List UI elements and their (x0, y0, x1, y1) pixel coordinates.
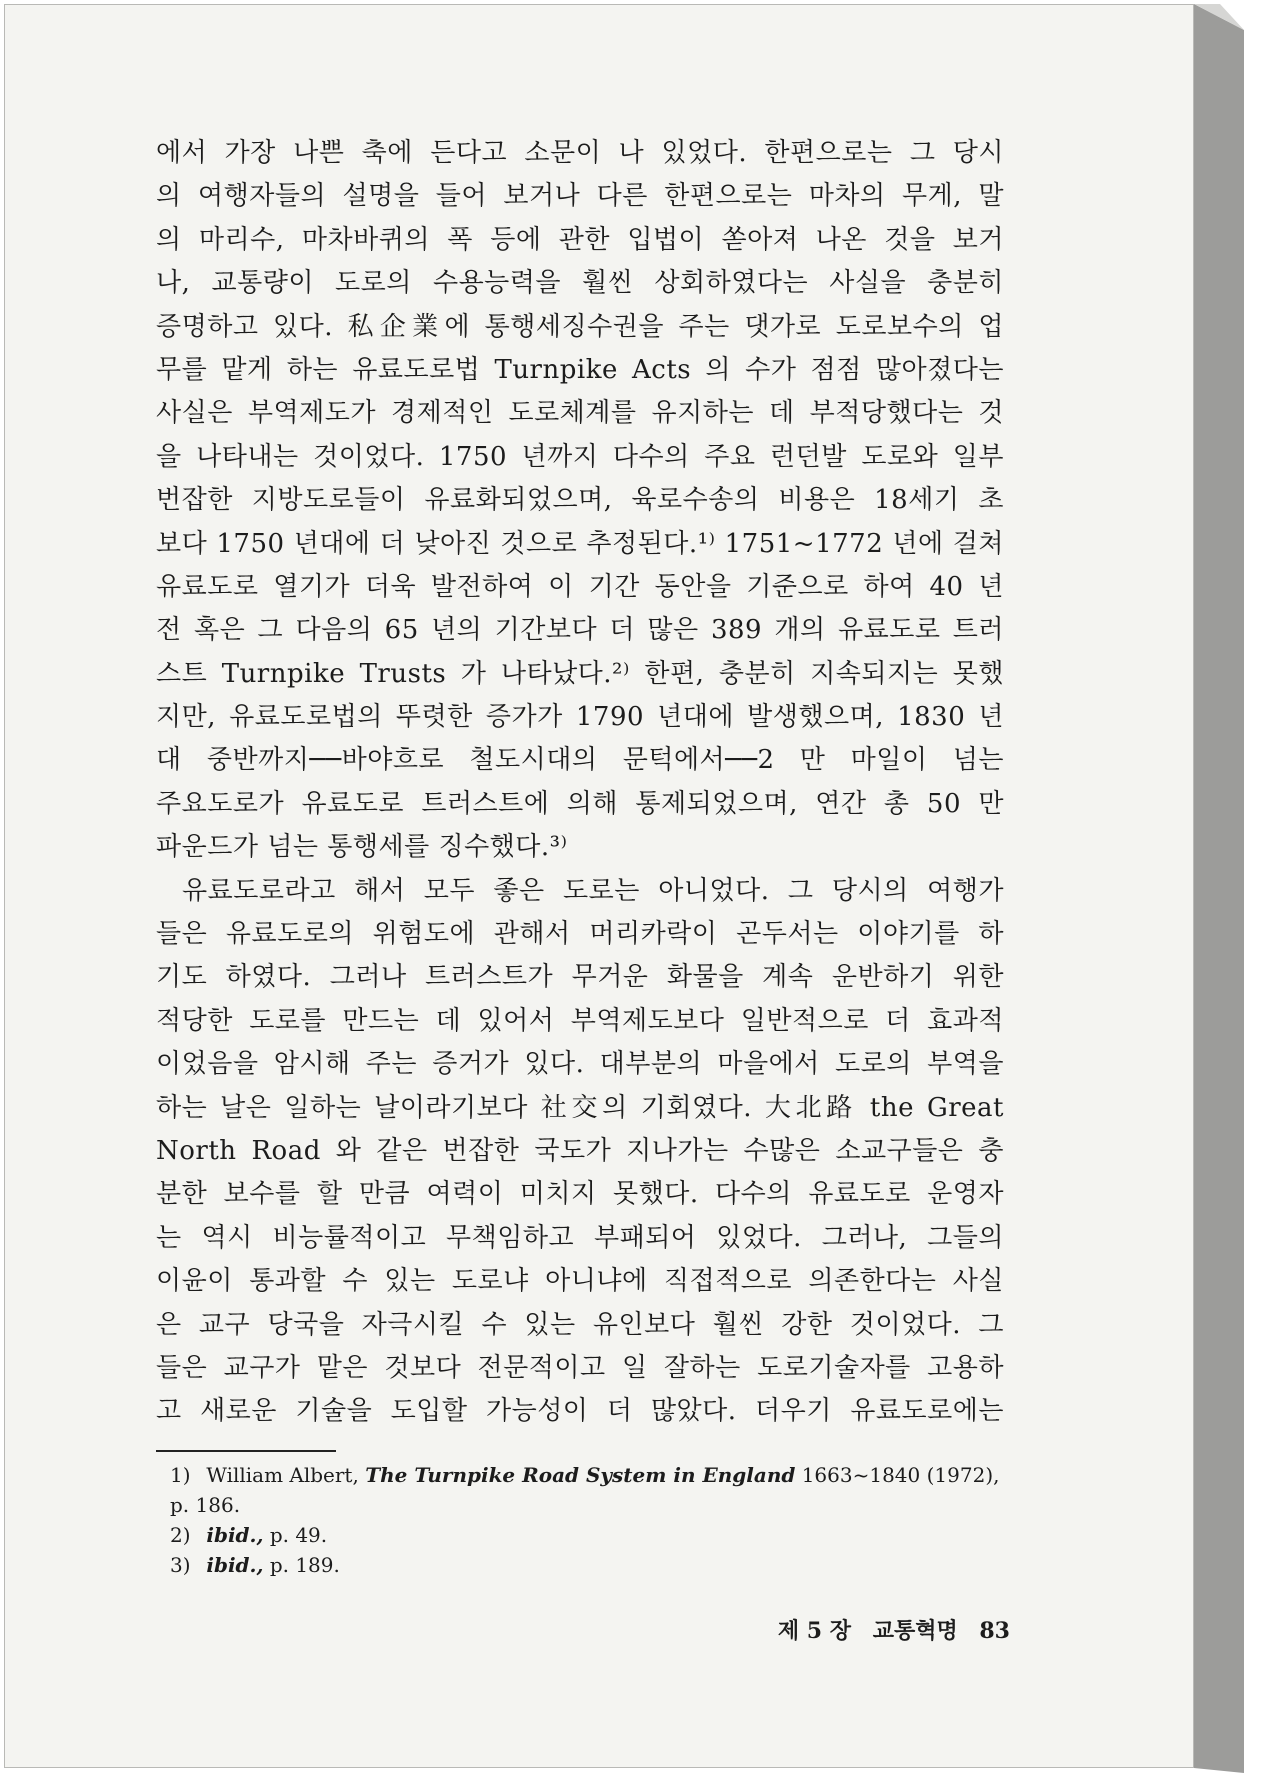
footnote-number: 1) (170, 1463, 191, 1487)
footnote-2 (170, 1520, 1010, 1550)
footnote-author: William Albert, (206, 1463, 359, 1487)
footnote-3 (170, 1550, 1010, 1580)
text-line: 전 혹은 그 다음의 65 년의 기간보다 더 많은 389 개의 유료도로 트러 (156, 615, 1004, 646)
text-line: 의 마리수, 마차바퀴의 폭 등에 관한 입법이 쏟아져 나온 것을 보거 (156, 224, 1004, 255)
text-line: 파운드가 넘는 통행세를 징수했다.³⁾ (156, 832, 568, 863)
paragraph-2 (156, 870, 1004, 1434)
text-line: 하는 날은 일하는 날이라기보다 社交의 기회였다. 大北路 the Great (156, 1092, 1004, 1123)
footnote-title: ibid., (206, 1553, 264, 1577)
running-footer (740, 1614, 1010, 1645)
text-line: 들은 교구가 맡은 것보다 전문적이고 일 잘하는 도로기술자를 고용하 (156, 1352, 1004, 1383)
text-line: 의 여행자들의 설명을 들어 보거나 다른 한편으로는 마차의 무게, 말 (156, 181, 1004, 212)
footnotes (170, 1460, 1010, 1580)
footnote-title: The Turnpike Road System in England (365, 1463, 796, 1487)
text-line: 는 역시 비능률적이고 무책임하고 부패되어 있었다. 그러나, 그들의 (156, 1222, 1004, 1253)
text-line: 기도 하였다. 그러나 트러스트가 무거운 화물을 계속 운반하기 위한 (156, 962, 1004, 993)
chapter-label: 제 5 장 (777, 1618, 852, 1644)
text-line: 들은 유료도로의 위험도에 관해서 머리카락이 곤두서는 이야기를 하 (156, 919, 1004, 950)
text-line: 유료도로 열기가 더욱 발전하여 이 기간 동안을 기준으로 하여 40 년 (156, 571, 1004, 602)
text-line: 스트 Turnpike Trusts 가 나타났다.²⁾ 한편, 충분히 지속되지는 못했 (156, 658, 1004, 689)
text-line: 이었음을 암시해 주는 증거가 있다. 대부분의 마을에서 도로의 부역을 (156, 1049, 1004, 1080)
footnote-number: 3) (170, 1553, 191, 1577)
text-line: 유료도로라고 해서 모두 좋은 도로는 아니었다. 그 당시의 여행가 (182, 875, 1004, 906)
text-line: 을 나타내는 것이었다. 1750 년까지 다수의 주요 런던발 도로와 일부 (156, 441, 1004, 472)
paragraph-1 (156, 132, 1004, 870)
text-line: North Road 와 같은 번잡한 국도가 지나가는 수많은 소교구들은 충 (156, 1135, 1004, 1166)
body-text (156, 132, 1004, 1434)
text-line: 적당한 도로를 만드는 데 있어서 부역제도보다 일반적으로 더 효과적 (156, 1005, 1004, 1036)
text-line: 지만, 유료도로법의 뚜렷한 증가가 1790 년대에 발생했으며, 1830 년 (156, 702, 1004, 733)
footnote-detail: p. 49. (269, 1523, 328, 1547)
text-line: 번잡한 지방도로들이 유료화되었으며, 육로수송의 비용은 18세기 초 (156, 485, 1004, 516)
footnote-1 (170, 1460, 1010, 1490)
chapter-title: 교통혁명 (872, 1618, 958, 1644)
text-line: 이윤이 통과할 수 있는 도로냐 아니냐에 직접적으로 의존한다는 사실 (156, 1266, 1004, 1297)
text-line: 주요도로가 유료도로 트러스트에 의해 통제되었으며, 연간 총 50 만 (156, 788, 1004, 819)
text-line: 무를 맡게 하는 유료도로법 Turnpike Acts 의 수가 점점 많아졌다는 (156, 354, 1004, 385)
footnote-detail: 1663~1840 (1972), (801, 1463, 1000, 1487)
text-line: 증명하고 있다. 私企業에 통행세징수권을 주는 댓가로 도로보수의 업 (156, 311, 1004, 342)
footnote-number: 2) (170, 1523, 191, 1547)
text-line: 은 교구 당국을 자극시킬 수 있는 유인보다 훨씬 강한 것이었다. 그 (156, 1309, 1004, 1340)
text-line: 보다 1750 년대에 더 낮아진 것으로 추정된다.¹⁾ 1751~1772 년에 걸쳐 (156, 528, 1004, 559)
stack-side-face (1194, 4, 1244, 1773)
text-line: 고 새로운 기술을 도입할 가능성이 더 많았다. 더우기 유료도로에는 (156, 1396, 1004, 1427)
footnote-1-continuation: p. 186. (170, 1493, 241, 1517)
footnote-detail: p. 189. (269, 1553, 340, 1577)
text-line: 대 중반까지──바야흐로 철도시대의 문턱에서──2 만 마일이 넘는 (156, 745, 1004, 776)
text-line: 사실은 부역제도가 경제적인 도로체계를 유지하는 데 부적당했다는 것 (156, 398, 1004, 429)
text-line: 분한 보수를 할 만큼 여력이 미치지 못했다. 다수의 유료도로 운영자 (156, 1179, 1004, 1210)
page-number: 83 (979, 1618, 1010, 1644)
footnote-title: ibid., (206, 1523, 264, 1547)
text-line: 에서 가장 나쁜 축에 든다고 소문이 나 있었다. 한편으로는 그 당시 (156, 138, 1004, 168)
text-line: 나, 교통량이 도로의 수용능력을 훨씬 상회하였다는 사실을 충분히 (156, 268, 1004, 299)
footnote-separator (156, 1450, 336, 1452)
